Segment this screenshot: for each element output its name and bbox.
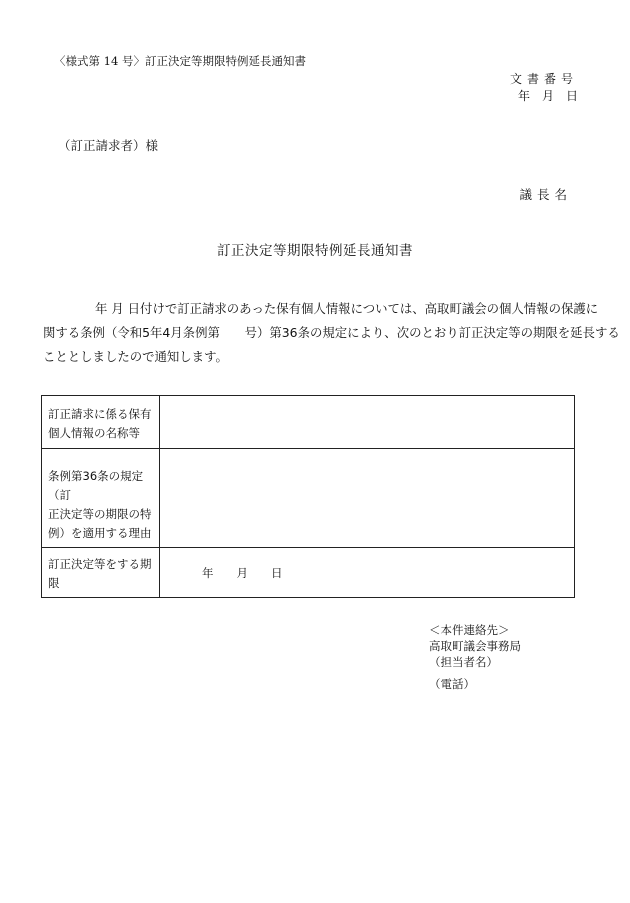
body-line-3: こととしましたので通知します。 [43, 349, 228, 364]
label-line: 正決定等の期限の特 [48, 507, 152, 521]
label-line: 例）を適用する理由 [48, 526, 152, 540]
deadline-date: 年 月 日 [202, 565, 283, 580]
label-line: 条例第36条の規定（訂 [48, 469, 144, 502]
table-row-value [160, 396, 575, 449]
document-date-label: 年 月 日 [517, 89, 578, 103]
label-line: 訂正決定等をする期 [48, 557, 152, 571]
sender-name: 議長名 [519, 187, 572, 202]
table-row-label [42, 548, 160, 598]
label-line: 限 [48, 576, 60, 590]
table-row-label [42, 396, 160, 449]
table-row-value [160, 449, 575, 548]
table-row [42, 449, 575, 548]
table-row [42, 396, 575, 449]
contact-block [429, 622, 521, 692]
table-row [42, 548, 575, 598]
table-row-value [160, 548, 575, 598]
body-line-2: 関する条例（令和5年4月条例第 号）第36条の規定により、次のとおり訂正決定等の期限を延長する [43, 325, 620, 340]
body-paragraph [43, 297, 620, 369]
body-line-1: 年 月 日付けで訂正請求のあった保有個人情報については、高取町議会の個人情報の保護に [95, 301, 599, 316]
contact-office: 高取町議会事務局 [429, 639, 521, 653]
contact-phone: （電話） [429, 677, 475, 691]
contact-heading: ＜本件連絡先＞ [429, 623, 510, 637]
document-number-label: 文書番号 [509, 72, 578, 86]
addressee: （訂正請求者）様 [58, 138, 159, 153]
table-row-label [42, 449, 160, 548]
label-line: 個人情報の名称等 [48, 426, 140, 440]
form-number: 〈様式第 14 号〉訂正決定等期限特例延長通知書 [54, 54, 306, 68]
document-title: 訂正決定等期限特例延長通知書 [217, 243, 413, 259]
contact-person: （担当者名） [429, 655, 498, 669]
label-line: 訂正請求に係る保有 [48, 407, 152, 421]
extension-details-table [41, 395, 575, 598]
